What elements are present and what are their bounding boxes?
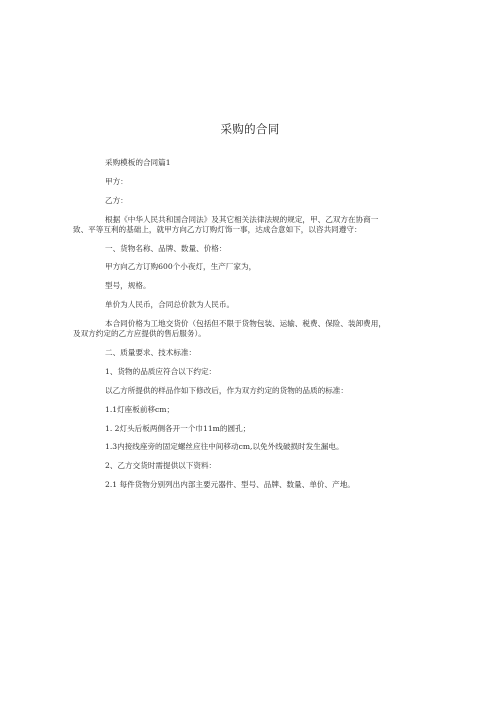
document-body xyxy=(73,158,415,499)
paragraph-party-a: 甲方： xyxy=(105,176,128,186)
paragraph-item-2-1: 2.1 每件货物分别列出内部主要元器件、型号、品牌、数量、单价、产地。 xyxy=(105,480,355,490)
paragraph-quality-standard: 以乙方所提供的样品作如下修改后，作为双方约定的货物的品质的标准： xyxy=(105,385,348,395)
paragraph-item-1-2: 1. 2灯头后板两侧各开一个巾11m的圆孔； xyxy=(105,423,251,433)
paragraph-section-label: 采购模板的合同篇1 xyxy=(105,158,171,167)
paragraph-delivery-docs: 2、乙方交货时需提供以下资料： xyxy=(105,461,217,471)
paragraph-preamble-line-2: 致、平等互利的基础上，就甲方向乙方订购灯饰一事，达成合意如下，以咨共同遵守： xyxy=(73,224,362,234)
paragraph-model-spec: 型号，规格。 xyxy=(105,281,151,291)
paragraph-party-b: 乙方： xyxy=(105,195,128,205)
document-title: 采购的合同 xyxy=(220,122,280,136)
paragraph-heading-goods: 一、货物名称、品牌、数量、价格： xyxy=(105,243,227,253)
paragraph-item-1-1: 1.1灯座板前移cm； xyxy=(105,404,175,414)
paragraph-order-quantity: 甲方向乙方订购600个小夜灯，生产厂家为， xyxy=(105,262,257,272)
paragraph-preamble xyxy=(73,214,415,235)
paragraph-price-terms-line-2: 及双方约定的乙方应提供的售后服务）。 xyxy=(73,329,206,339)
paragraph-heading-quality: 二、质量要求、技术标准： xyxy=(105,348,197,358)
paragraph-preamble-line-1: 根据《中华人民共和国合同法》及其它相关法律法规的规定，甲、乙双方在协商一 xyxy=(105,214,379,224)
paragraph-item-1-3: 1.3内接线座旁的固定螺丝应往中间移动cm,以免外线破损时发生漏电。 xyxy=(105,442,344,452)
paragraph-price-terms xyxy=(73,319,415,339)
paragraph-price-terms-line-1: 本合同价格为工地交货价（包括但不限于货物包装、运输、税费、保险、装卸费用， xyxy=(105,319,386,329)
paragraph-quality-1: 1、货物的品质应符合以下约定： xyxy=(105,366,217,376)
paragraph-price: 单价为人民币，合同总价款为人民币。 xyxy=(105,300,235,310)
